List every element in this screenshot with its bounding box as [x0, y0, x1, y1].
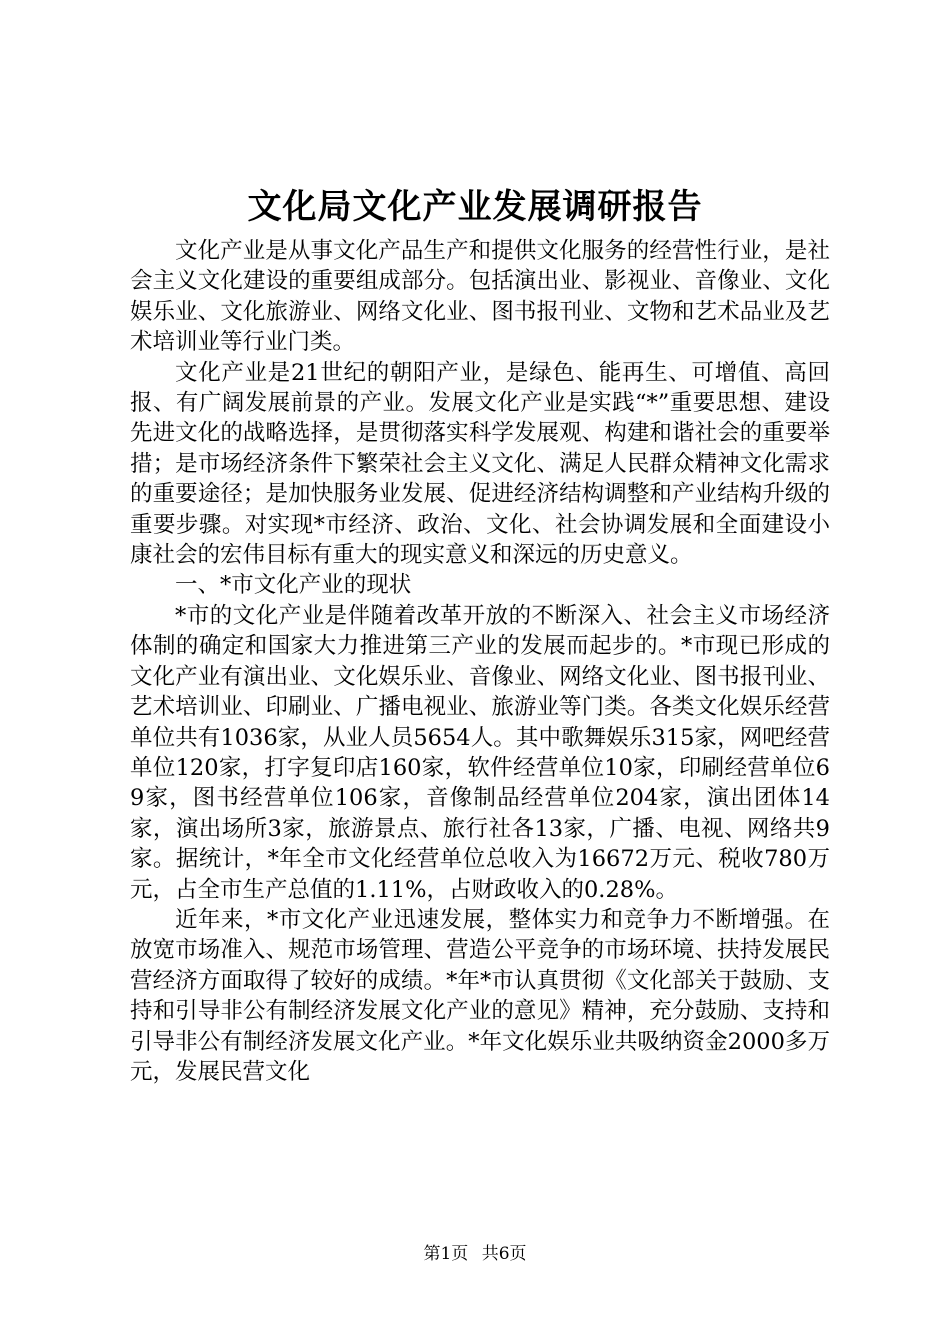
paragraph-status-statistics: *市的文化产业是伴随着改革开放的不断深入、社会主义市场经济体制的确定和国家大力推进第三产业的发展而起步的。*市现已形成的文化产业有演出业、文化娱乐业、音像业、网络文化业、图书报刊业、艺术培训业、印刷业、广播电视业、旅游业等门类。各类文化娱乐经营单位共有1036家，从业人员5654人。其中歌舞娱乐315家，网吧经营单位120家，打字复印店160家，软件经营单位10家，印刷经营单位69家，图书经营单位106家，音像制品经营单位204家，演出团体14家，演出场所3家，旅游景点、旅行社各13家，广播、电视、网络共9家。据统计，*年全市文化经营单位总收入为16672万元、税收780万元，占全市生产总值的1.11%，占财政收入的0.28%。	[130, 602, 830, 903]
paragraph-status-development: 近年来，*市文化产业迅速发展，整体实力和竞争力不断增强。在放宽市场准入、规范市场管理、营造公平竞争的市场环境、扶持发展民营经济方面取得了较好的成绩。*年*市认真贯彻《文化部关于鼓励、支持和引导非公有制经济发展文化产业的意见》精神，充分鼓励、支持和引导非公有制经济发展文化产业。*年文化娱乐业共吸纳资金2000多万元，发展民营文化	[130, 906, 830, 1085]
paragraph-intro-significance: 文化产业是21世纪的朝阳产业，是绿色、能再生、可增值、高回报、有广阔发展前景的产业。发展文化产业是实践“*”重要思想、建设先进文化的战略选择，是贯彻落实科学发展观、构建和谐社会的重要举措；是市场经济条件下繁荣社会主义文化、满足人民群众精神文化需求的重要途径；是加快服务业发展、促进经济结构调整和产业结构升级的重要步骤。对实现*市经济、政治、文化、社会协调发展和全面建设小康社会的宏伟目标有重大的现实意义和深远的历史意义。	[130, 359, 830, 569]
section-heading-current-status: 一、*市文化产业的现状	[175, 572, 412, 599]
paragraph-intro-definition: 文化产业是从事文化产品生产和提供文化服务的经营性行业，是社会主义文化建设的重要组成部分。包括演出业、影视业、音像业、文化娱乐业、文化旅游业、网络文化业、图书报刊业、文物和艺术品业及艺术培训业等行业门类。	[130, 238, 830, 356]
page-total: 共6页	[481, 1244, 527, 1264]
document-title: 文化局文化产业发展调研报告	[247, 187, 703, 227]
page-number: 第1页	[423, 1244, 469, 1264]
page-footer	[0, 1242, 950, 1266]
document-body	[130, 236, 830, 1087]
